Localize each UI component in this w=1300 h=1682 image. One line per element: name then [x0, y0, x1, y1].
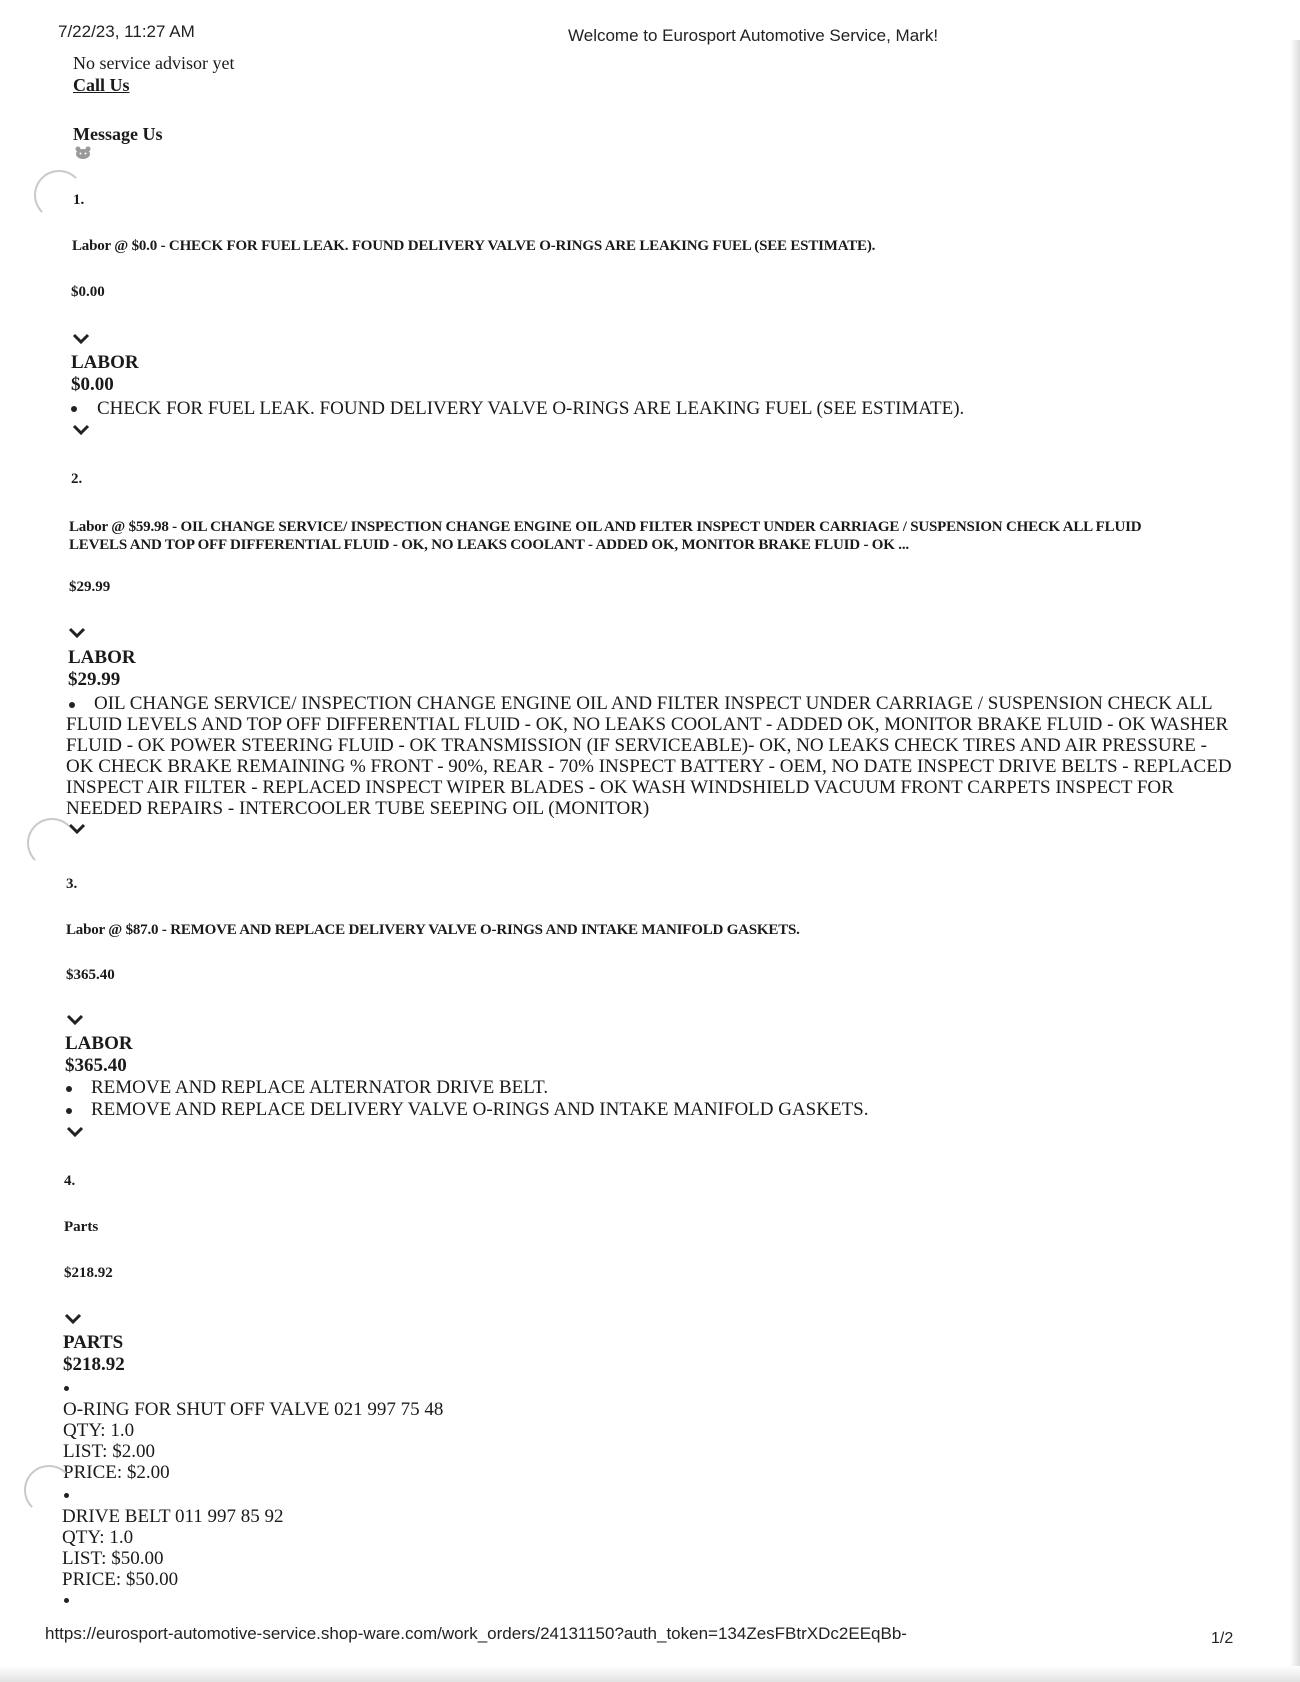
item-summary: Labor @ $59.98 - OIL CHANGE SERVICE/ INSPECTION CHANGE ENGINE OIL AND FILTER INSPECT UNDER CARRIAGE / SUSPENSION CHECK ALL FLUID LEVELS AND TOP OFF DIFFERENTIAL FLUID - OK, NO LEAKS COOLANT - ADDED OK, MONITOR BRAKE FLUID - OK ...: [69, 519, 1142, 553]
part-name: DRIVE BELT 011 997 85 92: [62, 1506, 284, 1527]
page-url: https://eurosport-automotive-service.shop-ware.com/work_orders/24131150?auth_token=134ZesFBtrXDc2EEqBb-: [45, 1624, 907, 1643]
part-price: PRICE: $2.00: [63, 1462, 170, 1483]
part-qty: QTY: 1.0: [62, 1527, 134, 1548]
item-number: 3.: [66, 876, 78, 892]
section-title: PARTS: [63, 1332, 124, 1353]
page-number: 1/2: [1211, 1630, 1234, 1647]
section-total: $0.00: [71, 374, 114, 395]
bullet: [64, 1386, 69, 1391]
item-number: 1.: [73, 192, 85, 208]
chevron-down-icon[interactable]: [72, 333, 90, 345]
call-us-link[interactable]: Call Us: [73, 75, 130, 95]
service-advisor-status: No service advisor yet: [73, 53, 235, 73]
section-title: LABOR: [65, 1033, 133, 1054]
labor-line: CHECK FOR FUEL LEAK. FOUND DELIVERY VALVE O-RINGS ARE LEAKING FUEL (SEE ESTIMATE).: [97, 398, 965, 419]
bullet: [66, 1086, 72, 1092]
welcome-message: Welcome to Eurosport Automotive Service, Mark!: [568, 26, 939, 45]
message-us-link[interactable]: Message Us: [73, 124, 163, 144]
item-price: $0.00: [71, 284, 105, 300]
item-summary: Labor @ $87.0 - REMOVE AND REPLACE DELIVERY VALVE O-RINGS AND INTAKE MANIFOLD GASKETS.: [66, 922, 800, 938]
section-total: $218.92: [63, 1354, 125, 1375]
part-list-price: LIST: $2.00: [63, 1441, 155, 1462]
chevron-down-icon[interactable]: [66, 1014, 84, 1026]
item-price: $29.99: [69, 579, 111, 595]
item-number: 4.: [64, 1173, 76, 1189]
bullet: [69, 702, 75, 708]
bullet: [66, 1108, 72, 1114]
section-title: LABOR: [71, 352, 139, 373]
chevron-down-icon[interactable]: [66, 1126, 84, 1138]
item-price: $365.40: [66, 967, 115, 983]
punch-hole-mark: [34, 170, 84, 220]
chevron-down-icon[interactable]: [68, 627, 86, 639]
item-number: 2.: [71, 471, 83, 487]
item-summary: Parts: [64, 1219, 99, 1235]
item-price: $218.92: [64, 1265, 113, 1281]
punch-hole-mark: [24, 1465, 74, 1515]
chevron-down-icon[interactable]: [64, 1313, 82, 1325]
item-summary: Labor @ $0.0 - CHECK FOR FUEL LEAK. FOUND DELIVERY VALVE O-RINGS ARE LEAKING FUEL (SEE ESTIMATE).: [72, 238, 876, 254]
print-timestamp: 7/22/23, 11:27 AM: [58, 22, 195, 41]
part-name: O-RING FOR SHUT OFF VALVE 021 997 75 48: [63, 1399, 444, 1420]
bullet: [71, 406, 77, 412]
page-edge-shadow: [1290, 40, 1300, 1680]
section-total: $365.40: [65, 1055, 127, 1076]
page-edge-shadow: [0, 1666, 1300, 1682]
labor-line: REMOVE AND REPLACE DELIVERY VALVE O-RINGS AND INTAKE MANIFOLD GASKETS.: [91, 1099, 869, 1120]
message-bubble-icon[interactable]: [74, 146, 92, 160]
section-title: LABOR: [68, 647, 136, 668]
chevron-down-icon[interactable]: [72, 424, 90, 436]
part-list-price: LIST: $50.00: [62, 1548, 164, 1569]
labor-line: REMOVE AND REPLACE ALTERNATOR DRIVE BELT.: [91, 1077, 549, 1098]
labor-line: OIL CHANGE SERVICE/ INSPECTION CHANGE ENGINE OIL AND FILTER INSPECT UNDER CARRIAGE / SUSPENSION CHECK ALL FLUID LEVELS AND TOP OFF DIFFERENTIAL FLUID - OK, NO LEAKS COOLANT - ADDED OK, MONITOR BRAKE FLUID - OK WASHER FLUID - OK POWER STEERING FLUID - OK TRANSMISSION (IF SERVICEABLE)- OK, NO LEAKS CHECK TIRES AND AIR PRESSURE - OK CHECK BRAKE REMAINING % FRONT - 90%, REAR - 70% INSPECT BATTERY - OEM, NO DATE INSPECT DRIVE BELTS - REPLACED INSPECT AIR FILTER - REPLACED INSPECT WIPER BLADES - OK WASH WINDSHIELD VACUUM FRONT CARPETS INSPECT FOR NEEDED REPAIRS - INTERCOOLER TUBE SEEPING OIL (MONITOR): [66, 693, 1232, 819]
bullet: [64, 1598, 69, 1603]
part-price: PRICE: $50.00: [62, 1569, 179, 1590]
section-total: $29.99: [68, 669, 121, 690]
punch-hole-mark: [27, 818, 77, 868]
part-qty: QTY: 1.0: [63, 1420, 135, 1441]
